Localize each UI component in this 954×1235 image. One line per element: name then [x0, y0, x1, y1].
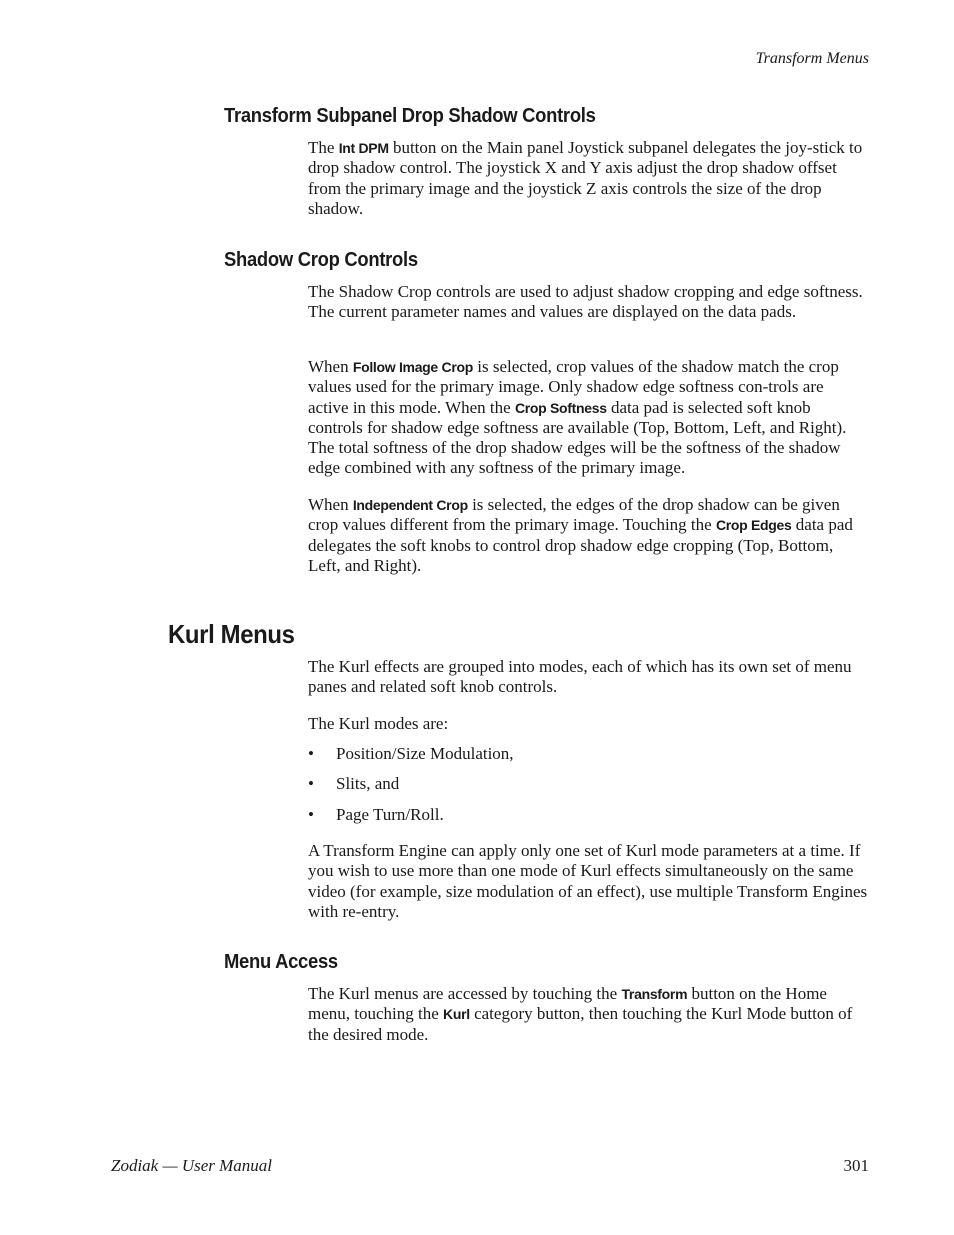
list-item-text: Position/Size Modulation,	[336, 744, 514, 763]
keyword-independent-crop: Independent Crop	[352, 497, 468, 513]
keyword-follow-image-crop: Follow Image Crop	[352, 359, 473, 375]
text-run: The	[308, 138, 339, 157]
paragraph-menu-access	[308, 984, 868, 1045]
keyword-kurl: Kurl	[443, 1006, 470, 1023]
section-heading-menu-access: Menu Access	[224, 951, 338, 973]
bullet-marker: •	[308, 805, 314, 824]
paragraph-follow-image-crop	[308, 357, 868, 479]
section-heading-shadow-crop: Shadow Crop Controls	[224, 249, 418, 271]
text-run: The Shadow Crop controls are used to adjust shadow cropping and edge softness. The current parameter names and values are displayed on the data pads.	[308, 282, 863, 322]
bullet-marker: •	[308, 744, 314, 763]
list-item	[308, 774, 399, 794]
paragraph-independent-crop	[308, 495, 868, 576]
text-run: button on the Home menu, touching the	[308, 984, 827, 1024]
paragraph-transform-engine	[308, 841, 868, 922]
text-run: is selected, crop values of the shadow match the crop values used for the primary image. Only shadow edge softness con-trols are active in this mode. When the	[308, 357, 839, 417]
text-run: button on the Main panel Joystick subpanel delegates the joy-stick to drop shadow control. The joystick X and Y axis adjust the drop shadow offset from the primary image and the joystick Z axis controls the size of the drop shadow.	[308, 138, 863, 218]
paragraph-kurl-intro	[308, 657, 868, 698]
running-head: Transform Menus	[755, 50, 869, 67]
text-run: The Kurl modes are:	[308, 714, 449, 733]
text-run: When	[308, 495, 353, 514]
text-run: When	[308, 357, 353, 376]
text-run: The Kurl menus are accessed by touching the	[308, 984, 622, 1003]
paragraph-kurl-modes-lead	[308, 714, 868, 734]
text-run: A Transform Engine can apply only one set of Kurl mode parameters at a time. If you wish to use more than one mode of Kurl effects simultaneously on the same video (for example, size modulation of an effect), use multiple Transform Engines with re-entry.	[308, 841, 868, 921]
text-run: The Kurl effects are grouped into modes, each of which has its own set of menu panes and related soft knob controls.	[308, 657, 852, 697]
paragraph-drop-shadow	[308, 138, 868, 219]
list-item-text: Page Turn/Roll.	[336, 805, 444, 824]
text-run: data pad is selected soft knob controls for shadow edge softness are available (Top, Bottom, Left, and Right). The total softness of the drop shadow edges will be the softness of the shadow edge combined with any softness of the primary image.	[308, 397, 847, 478]
text-run: data pad delegates the soft knobs to control drop shadow edge cropping (Top, Bottom, Left, and Right).	[308, 515, 853, 575]
list-item	[308, 805, 444, 825]
text-run: category button, then touching the Kurl Mode button of the desired mode.	[308, 1004, 853, 1044]
section-heading-drop-shadow: Transform Subpanel Drop Shadow Controls	[224, 105, 596, 127]
keyword-crop-softness: Crop Softness	[514, 399, 607, 416]
bullet-marker: •	[308, 774, 314, 793]
footer-manual-title: Zodiak — User Manual	[111, 1156, 273, 1175]
list-item	[308, 744, 514, 764]
paragraph-shadow-crop-intro	[308, 282, 868, 323]
list-item-text: Slits, and	[336, 774, 400, 793]
keyword-transform: Transform	[621, 986, 688, 1002]
page-number: 301	[843, 1156, 869, 1175]
chapter-heading-kurl-menus: Kurl Menus	[168, 619, 295, 649]
keyword-crop-edges: Crop Edges	[715, 517, 792, 534]
text-run: is selected, the edges of the drop shadow can be given crop values different from the primary image. Touching the	[308, 495, 840, 535]
keyword-int-dpm: Int DPM	[338, 140, 389, 156]
